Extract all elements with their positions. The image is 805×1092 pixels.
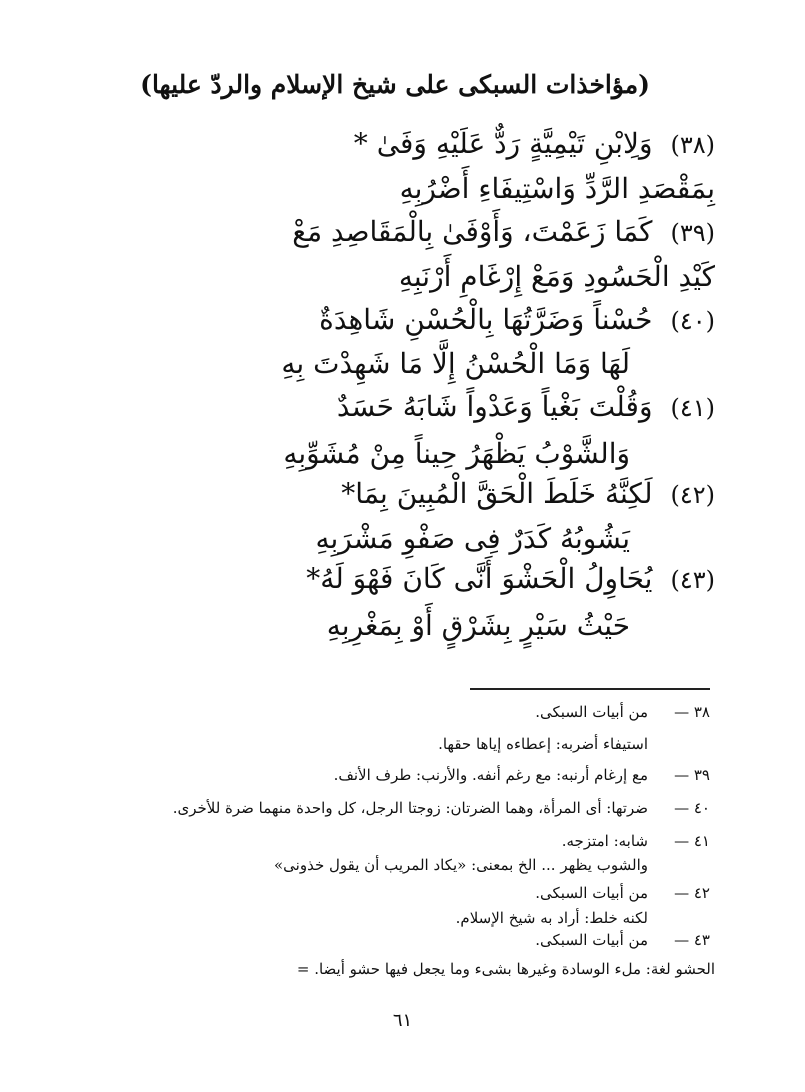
footnote-number: ٤١ — bbox=[674, 832, 710, 850]
footnote-43-continuation: الحشو لغة: ملء الوسادة وغيرها بشىء وما يجعل فيها حشو أيضا. = bbox=[296, 960, 715, 978]
verse-41-second-hemistich: وَالشَّوْبُ يَظْهَرُ حِيناً مِنْ مُشَوِّبِهِ bbox=[283, 437, 630, 470]
verse-number: (٤٢) bbox=[670, 481, 715, 509]
footnote-text: من أبيات السبكى. bbox=[535, 703, 648, 721]
footnote-41-continuation: والشوب يظهر ... الخ بمعنى: «يكاد المريب أن يقول خذونى» bbox=[273, 856, 648, 874]
verse-number: (٤٠) bbox=[670, 307, 715, 335]
verse-43-second-hemistich: حَيْثُ سَيْرٍ بِشَرْقٍ أَوْ بِمَغْرِبِهِ bbox=[326, 609, 630, 642]
verse-text: لَكِنَّهُ خَلَطَ الْحَقَّ الْمُبِينَ بِمَا* bbox=[341, 477, 653, 510]
footnote-38 bbox=[535, 705, 710, 720]
verse-40-second-hemistich: لَهَا وَمَا الْحُسْنُ إِلَّا مَا شَهِدْتَ بِهِ bbox=[281, 347, 630, 380]
verse-40-first-hemistich bbox=[319, 303, 715, 336]
footnote-number: ٤٢ — bbox=[674, 884, 710, 902]
footnote-number: ٣٨ — bbox=[674, 703, 710, 721]
page-title: (مؤاخذات السبكى على شيخ الإسلام والردّ عليها) bbox=[140, 70, 650, 99]
verse-text: كَمَا زَعَمْتَ، وَأَوْفَىٰ بِالْمَقَاصِدِ مَعْ bbox=[292, 215, 653, 248]
footnote-text: من أبيات السبكى. bbox=[535, 931, 648, 949]
footnote-42-continuation: لكنه خلط: أراد به شيخ الإسلام. bbox=[455, 909, 648, 927]
footnote-42 bbox=[535, 886, 710, 901]
verse-39-first-hemistich bbox=[292, 215, 715, 248]
footnote-number: ٤٠ — bbox=[674, 799, 710, 817]
footnote-separator bbox=[470, 688, 710, 690]
verse-text: حُسْناً وَضَرَّتُهَا بِالْحُسْنِ شَاهِدَةٌ bbox=[319, 303, 653, 336]
verse-number: (٤٣) bbox=[670, 566, 715, 594]
footnote-number: ٣٩ — bbox=[674, 766, 710, 784]
verse-text: وَقُلْتَ بَغْياً وَعَدْواً شَابَهُ حَسَدٌ bbox=[336, 390, 653, 423]
verse-text: يُحَاوِلُ الْحَشْوَ أَنَّى كَانَ فَهْوَ لَهُ* bbox=[306, 562, 653, 595]
verse-43-first-hemistich bbox=[306, 562, 715, 595]
verse-text: وَلِابْنِ تَيْمِيَّةٍ رَدٌّ عَلَيْهِ وَفَىٰ * bbox=[353, 127, 653, 160]
verse-number: (٤١) bbox=[670, 394, 715, 422]
verse-42-first-hemistich bbox=[341, 477, 715, 510]
footnote-text: شابه: امتزجه. bbox=[561, 832, 648, 850]
verse-41-first-hemistich bbox=[336, 390, 715, 423]
verse-number: (٣٩) bbox=[670, 219, 715, 247]
page-number: ٦١ bbox=[392, 1010, 413, 1031]
verse-42-second-hemistich: يَشُوبُهُ كَدَرٌ فِى صَفْوِ مَشْرَبِهِ bbox=[315, 522, 630, 555]
verse-38-second-hemistich: بِمَقْصَدِ الرَّدِّ وَاسْتِيفَاءِ أَضْرُبِهِ bbox=[399, 172, 715, 205]
verse-39-second-hemistich: كَيْدِ الْحَسُودِ وَمَعْ إِرْغَامِ أَرْنَبِهِ bbox=[398, 260, 715, 293]
footnote-41 bbox=[562, 834, 710, 849]
verse-number: (٣٨) bbox=[670, 131, 715, 159]
footnote-number: ٤٣ — bbox=[674, 931, 710, 949]
footnote-text: مع إرغام أرنبه: مع رغم أنفه. والأرنب: طرف الأنف. bbox=[333, 766, 648, 784]
verse-38-first-hemistich bbox=[353, 127, 715, 160]
footnote-39 bbox=[334, 768, 710, 783]
footnote-38-continuation: استيفاء أضربه: إعطاءه إياها حقها. bbox=[438, 735, 648, 753]
footnote-text: من أبيات السبكى. bbox=[535, 884, 648, 902]
footnote-43 bbox=[535, 933, 710, 948]
footnote-text: ضرتها: أى المرأة، وهما الضرتان: زوجتا الرجل، كل واحدة منهما ضرة للأخرى. bbox=[172, 799, 648, 817]
footnote-40 bbox=[173, 801, 710, 816]
